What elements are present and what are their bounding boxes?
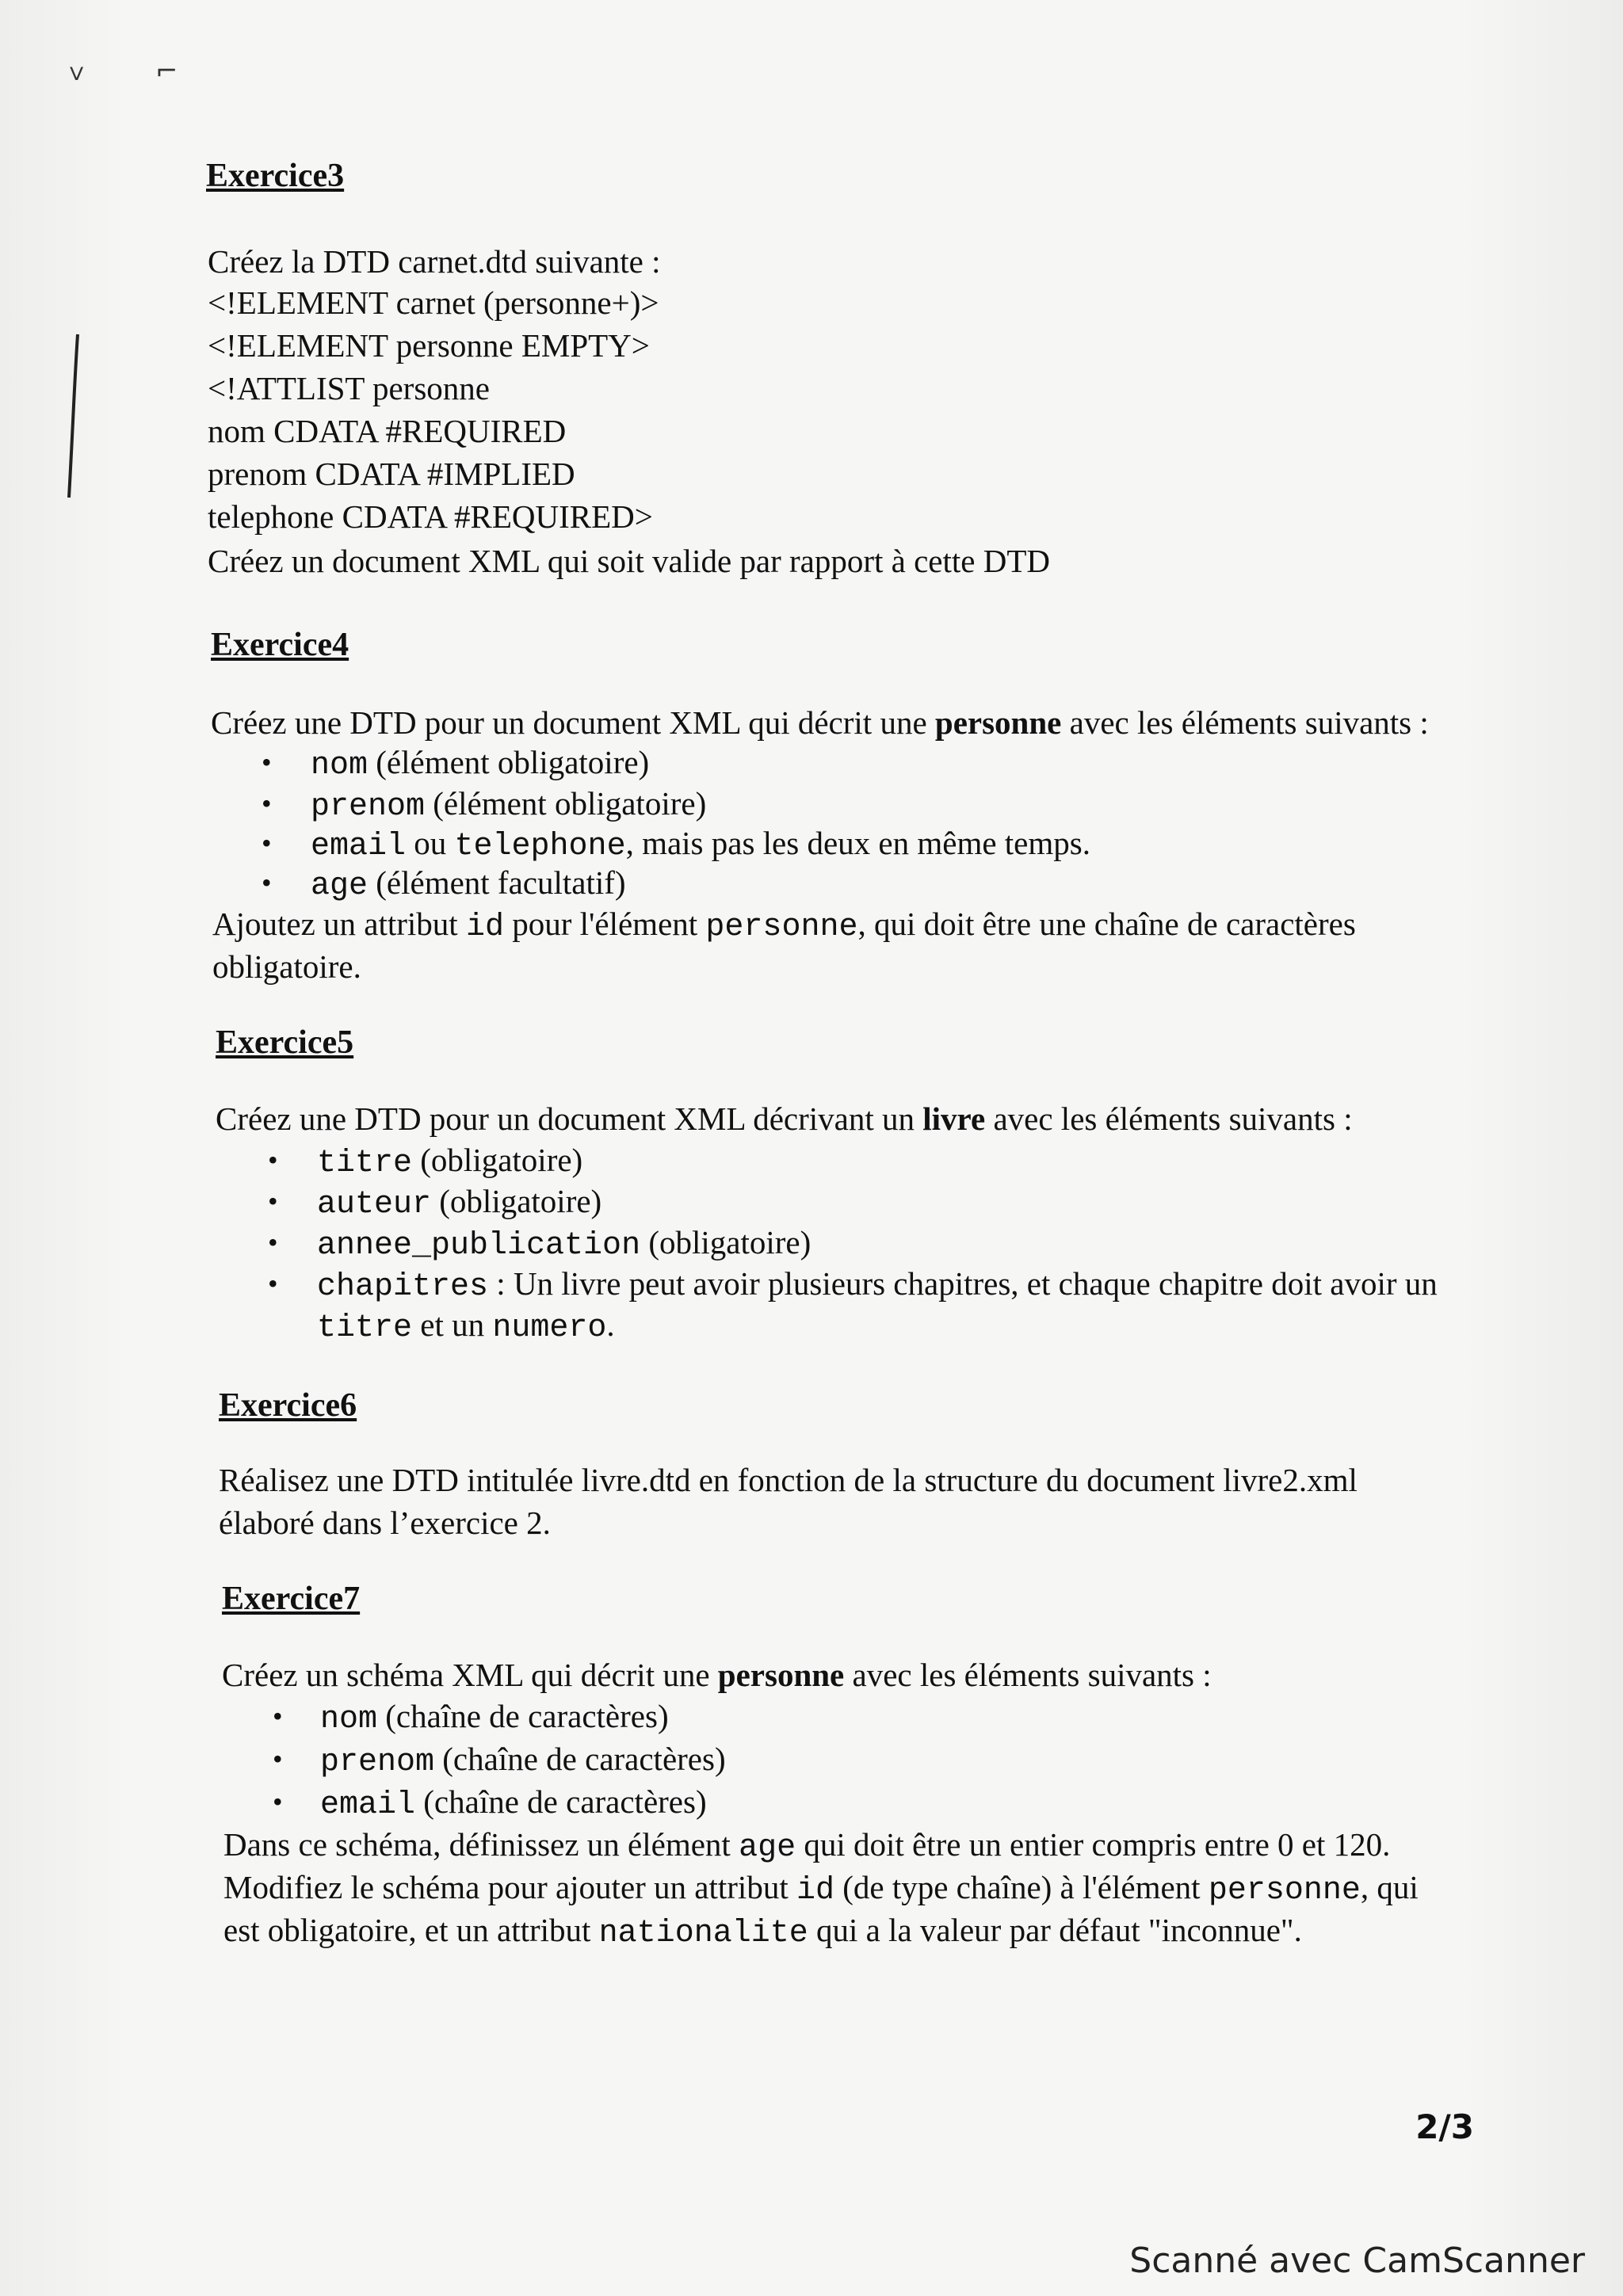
bullet-dot: •: [268, 1226, 278, 1258]
dtd-line: <!ELEMENT carnet (personne+)>: [208, 284, 659, 321]
list-item: chapitres : Un livre peut avoir plusieurs chapitres, et chaque chapitre doit avoir un: [317, 1265, 1438, 1305]
list-item: titre (obligatoire): [317, 1142, 583, 1181]
exercise-3-heading: Exercice3: [206, 158, 345, 194]
exercise-5-intro: Créez une DTD pour un document XML décrivant un livre avec les éléments suivants :: [216, 1100, 1353, 1137]
list-item-continuation: titre et un numero.: [317, 1306, 615, 1346]
exercise-6-text: élaboré dans l’exercice 2.: [219, 1505, 551, 1541]
exercise-6-heading: Exercice6: [219, 1387, 357, 1424]
dtd-line: <!ATTLIST personne: [208, 370, 490, 406]
exercise-6-text: Réalisez une DTD intitulée livre.dtd en fonction de la structure du document livre2.xml: [219, 1462, 1358, 1498]
bullet-dot: •: [262, 867, 272, 898]
bullet-dot: •: [273, 1743, 283, 1775]
dtd-line: <!ELEMENT personne EMPTY>: [208, 327, 650, 364]
page-number: 2/3: [1415, 2107, 1474, 2146]
bullet-dot: •: [262, 746, 272, 778]
list-item: nom (élément obligatoire): [311, 744, 650, 784]
exercise-4-attribute-end: obligatoire.: [212, 948, 361, 985]
bullet-dot: •: [268, 1268, 278, 1299]
exercise-7-paragraph: Modifiez le schéma pour ajouter un attribut id (de type chaîne) à l'élément personne, qui: [223, 1869, 1419, 1909]
list-item: prenom (élément obligatoire): [311, 785, 707, 825]
exercise-3-task: Créez un document XML qui soit valide par rapport à cette DTD: [208, 543, 1050, 579]
exercise-7-intro: Créez un schéma XML qui décrit une personne avec les éléments suivants :: [222, 1657, 1212, 1693]
list-item: nom (chaîne de caractères): [320, 1698, 669, 1737]
dtd-line: telephone CDATA #REQUIRED>: [208, 498, 653, 535]
exercise-7-paragraph: Dans ce schéma, définissez un élément age qui doit être un entier compris entre 0 et 120.: [223, 1826, 1391, 1866]
list-item: annee_publication (obligatoire): [317, 1224, 812, 1264]
list-item: email (chaîne de caractères): [320, 1783, 707, 1823]
bullet-dot: •: [268, 1185, 278, 1217]
list-item: email ou telephone, mais pas les deux en même temps.: [311, 825, 1090, 864]
margin-pen-stroke: [67, 333, 81, 499]
exercise-7-heading: Exercice7: [222, 1581, 361, 1617]
bullet-dot: •: [268, 1144, 278, 1176]
exercise-4-heading: Exercice4: [211, 627, 349, 663]
margin-mark: ⱽ: [70, 62, 84, 98]
scanner-watermark: Scanné avec CamScanner: [1129, 2241, 1585, 2281]
bullet-dot: •: [262, 827, 272, 859]
exercise-4-intro: Créez une DTD pour un document XML qui décrit une personne avec les éléments suivants :: [211, 704, 1429, 741]
list-item: prenom (chaîne de caractères): [320, 1741, 726, 1780]
margin-mark: ⌐: [155, 55, 178, 87]
exercise-7-paragraph: est obligatoire, et un attribut nationalite qui a la valeur par défaut "inconnue".: [223, 1912, 1302, 1951]
bullet-dot: •: [273, 1786, 283, 1817]
list-item: auteur (obligatoire): [317, 1183, 602, 1222]
exercise-4-attribute: Ajoutez un attribut id pour l'élément personne, qui doit être une chaîne de caractères: [212, 906, 1356, 945]
dtd-line: prenom CDATA #IMPLIED: [208, 456, 575, 492]
exercise-3-intro: Créez la DTD carnet.dtd suivante :: [208, 243, 661, 280]
exercise-5-heading: Exercice5: [216, 1024, 354, 1061]
list-item: age (élément facultatif): [311, 864, 626, 904]
dtd-line: nom CDATA #REQUIRED: [208, 413, 567, 449]
bullet-dot: •: [273, 1700, 283, 1732]
bullet-dot: •: [262, 788, 272, 819]
